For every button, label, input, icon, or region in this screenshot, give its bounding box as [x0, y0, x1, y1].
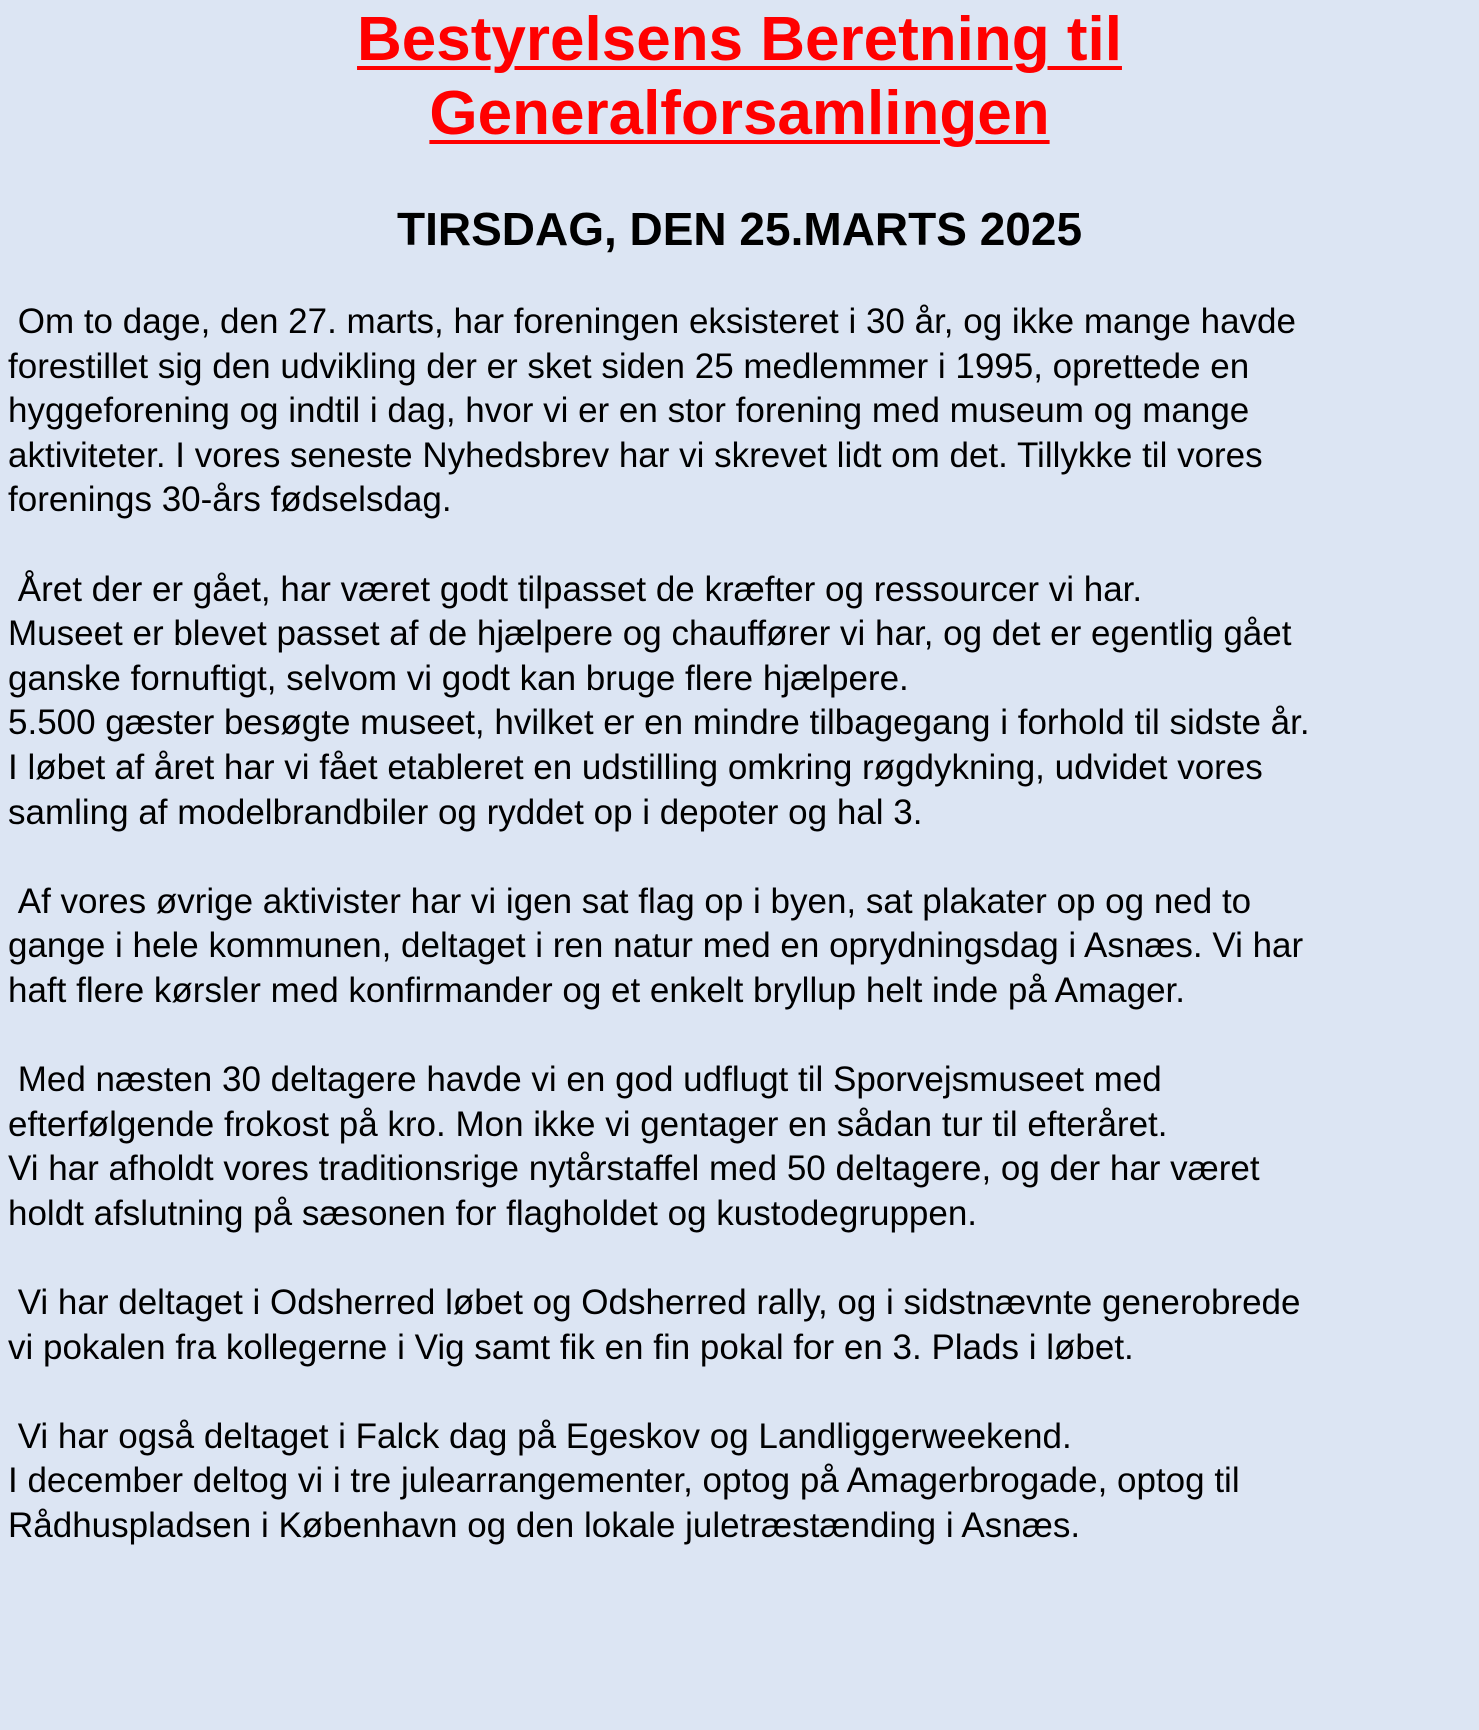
paragraph — [8, 880, 1468, 1014]
paragraph-line: Vi har også deltaget i Falck dag på Egeskov og Landliggerweekend. — [8, 1416, 1072, 1456]
paragraph-line: Om to dage, den 27. marts, har foreningen eksisteret i 30 år, og ikke mange havde — [8, 302, 1296, 341]
title-line-1: Bestyrelsens Beretning til — [357, 5, 1122, 74]
paragraph-gap — [8, 1014, 1468, 1059]
date-heading: TIRSDAG, DEN 25.MARTS 2025 — [396, 203, 1083, 255]
paragraph-line: efterfølgende frokost på kro. Mon ikke vi gentager en sådan tur til efteråret. — [8, 1104, 1168, 1144]
paragraph-line: Af vores øvrige aktivister har vi igen sat flag op i byen, sat plakater op og ned to — [8, 881, 1252, 921]
paragraph — [8, 300, 1468, 523]
paragraph-line: holdt afslutning på sæsonen for flagholdet og kustodegruppen. — [8, 1193, 978, 1233]
paragraph-gap — [8, 523, 1468, 568]
paragraph — [8, 1058, 1468, 1236]
paragraph — [8, 1415, 1468, 1549]
paragraph — [8, 1281, 1468, 1370]
paragraph-line: aktiviteter. I vores seneste Nyhedsbrev har vi skrevet lidt om det. Tillykke til vores — [8, 435, 1263, 475]
paragraph-line: Rådhuspladsen i København og den lokale juletræstænding i Asnæs. — [8, 1506, 1081, 1546]
paragraph-gap — [8, 1236, 1468, 1281]
paragraph-line: Året der er gået, har været godt tilpasset de kræfter og ressourcer vi har. — [8, 569, 1143, 609]
paragraph-line: I december deltog vi i tre julearrangementer, optog på Amagerbrogade, optog til — [8, 1461, 1240, 1501]
paragraph-line: samling af modelbrandbiler og ryddet op i depoter og hal 3. — [8, 792, 923, 832]
paragraph-line: vi pokalen fra kollegerne i Vig samt fik en fin pokal for en 3. Plads i løbet. — [8, 1327, 1134, 1367]
paragraph — [8, 568, 1468, 836]
paragraph-line: gange i hele kommunen, deltaget i ren natur med en oprydningsdag i Asnæs. Vi har — [8, 926, 1304, 966]
paragraph-gap — [8, 1370, 1468, 1415]
paragraph-gap — [8, 835, 1468, 880]
paragraph-line: forestillet sig den udvikling der er sket siden 25 medlemmer i 1995, oprettede en — [8, 346, 1250, 386]
paragraph-line: Vi har afholdt vores traditionsrige nytårstaffel med 50 deltagere, og der har været — [8, 1149, 1260, 1189]
paragraph-line: ganske fornuftigt, selvom vi godt kan bruge flere hjælpere. — [8, 658, 909, 698]
paragraph-line: Museet er blevet passet af de hjælpere og chauffører vi har, og det er egentlig gået — [8, 614, 1292, 654]
report-body — [8, 300, 1468, 1549]
paragraph-line: haft flere kørsler med konfirmander og et enkelt bryllup helt inde på Amager. — [8, 970, 1185, 1010]
paragraph-line: forenings 30-års fødselsdag. — [8, 480, 452, 520]
paragraph-line: Vi har deltaget i Odsherred løbet og Odsherred rally, og i sidstnævnte generobrede — [8, 1283, 1301, 1323]
paragraph-line: I løbet af året har vi fået etableret en udstilling omkring røgdykning, udvidet vores — [8, 747, 1263, 787]
title-line-2: Generalforsamlingen — [429, 79, 1050, 148]
paragraph-line: 5.500 gæster besøgte museet, hvilket er en mindre tilbagegang i forhold til sidste år. — [8, 703, 1310, 743]
paragraph-line: hyggeforening og indtil i dag, hvor vi er en stor forening med museum og mange — [8, 391, 1250, 431]
paragraph-line: Med næsten 30 deltagere havde vi en god udflugt til Sporvejsmuseet med — [8, 1060, 1162, 1100]
